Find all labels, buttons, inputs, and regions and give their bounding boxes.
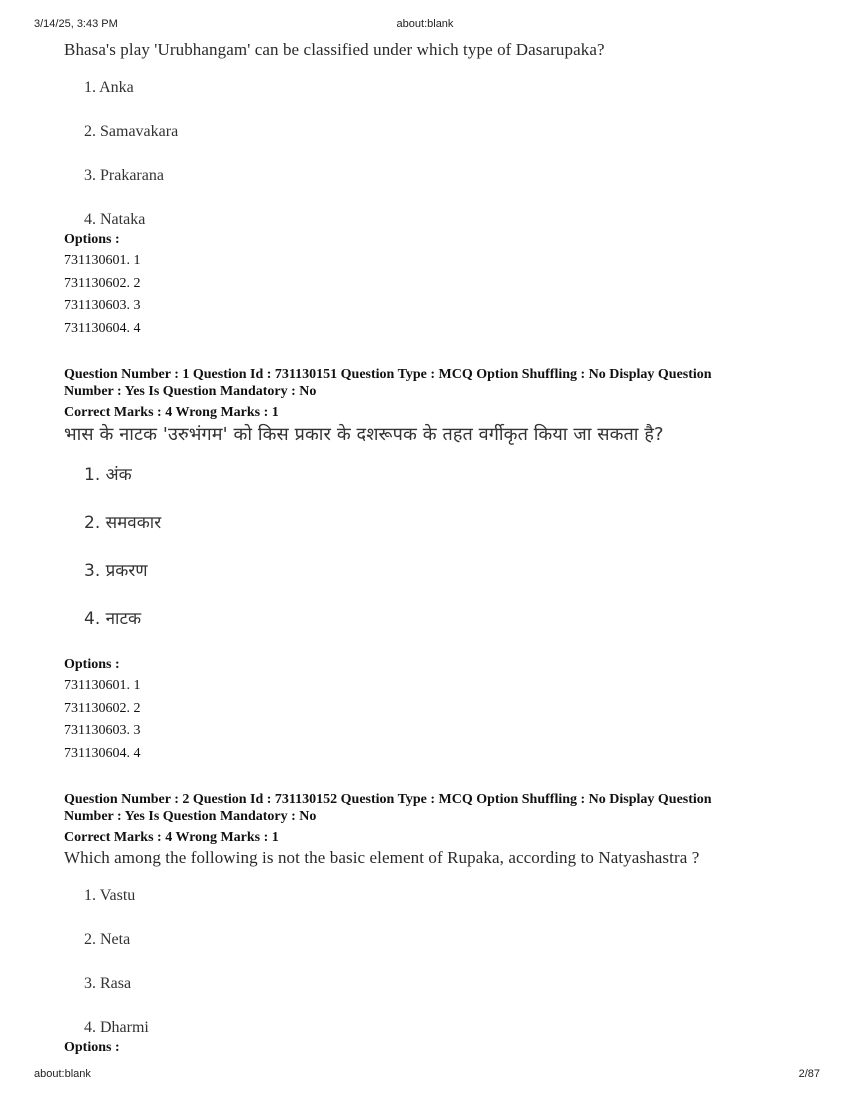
options-label: Options : (64, 232, 120, 247)
document-content (64, 38, 784, 1058)
answer-option: 2. Samavakara (84, 123, 179, 140)
print-header (0, 18, 850, 34)
question-block-2 (64, 791, 784, 1058)
question-text: Which among the following is not the basic element of Rupaka, according to Natyashastra ? (64, 848, 700, 867)
answer-options (84, 884, 784, 1038)
option-code: 731130603. 3 (64, 298, 141, 313)
option-code: 731130603. 3 (64, 723, 141, 738)
question-text: Bhasa's play 'Urubhangam' can be classified under which type of Dasarupaka? (64, 40, 605, 59)
print-datetime: 3/14/25, 3:43 PM (34, 18, 118, 30)
options-label: Options : (64, 1040, 120, 1055)
question-meta (64, 791, 784, 846)
option-code: 731130602. 2 (64, 700, 141, 716)
print-footer-url: about:blank (34, 1068, 91, 1080)
option-code: 731130604. 4 (64, 320, 141, 336)
question-marks: Correct Marks : 4 Wrong Marks : 1 (64, 830, 279, 845)
answer-option: 4. Nataka (84, 211, 146, 228)
question-meta-line: Question Number : 1 Question Id : 731130151 Question Type : MCQ Option Shuffling : No Display Question (64, 367, 712, 382)
answer-option: 2. समवकार (84, 513, 162, 533)
answer-option: 3. Rasa (84, 975, 132, 992)
print-page-url: about:blank (396, 18, 454, 30)
answer-options (84, 76, 784, 230)
question-meta-line: Number : Yes Is Question Mandatory : No (64, 384, 317, 399)
question-meta (64, 366, 784, 421)
question-meta-line: Question Number : 2 Question Id : 731130152 Question Type : MCQ Option Shuffling : No Display Question (64, 792, 712, 807)
answer-option: 4. नाटक (84, 609, 142, 629)
options-label: Options : (64, 657, 120, 672)
answer-option: 3. Prakarana (84, 167, 164, 184)
question-block-1 (64, 366, 784, 765)
answer-option: 1. Anka (84, 79, 134, 96)
option-code: 731130601. 1 (64, 253, 141, 268)
answer-option: 1. अंक (84, 465, 132, 485)
page-number: 2/87 (798, 1068, 820, 1080)
answer-option: 4. Dharmi (84, 1019, 149, 1036)
question-meta-line: Number : Yes Is Question Mandatory : No (64, 809, 317, 824)
answer-option: 1. Vastu (84, 887, 136, 904)
option-code: 731130604. 4 (64, 745, 141, 761)
question-text: भास के नाटक 'उरुभंगम' को किस प्रकार के दशरूपक के तहत वर्गीकृत किया जा सकता है? (64, 424, 664, 445)
question-block-0 (64, 38, 784, 340)
option-code: 731130601. 1 (64, 678, 141, 693)
option-code: 731130602. 2 (64, 275, 141, 291)
answer-option: 3. प्रकरण (84, 561, 148, 581)
answer-option: 2. Neta (84, 931, 131, 948)
answer-options (84, 463, 784, 655)
print-footer (0, 1068, 850, 1084)
question-marks: Correct Marks : 4 Wrong Marks : 1 (64, 405, 279, 420)
